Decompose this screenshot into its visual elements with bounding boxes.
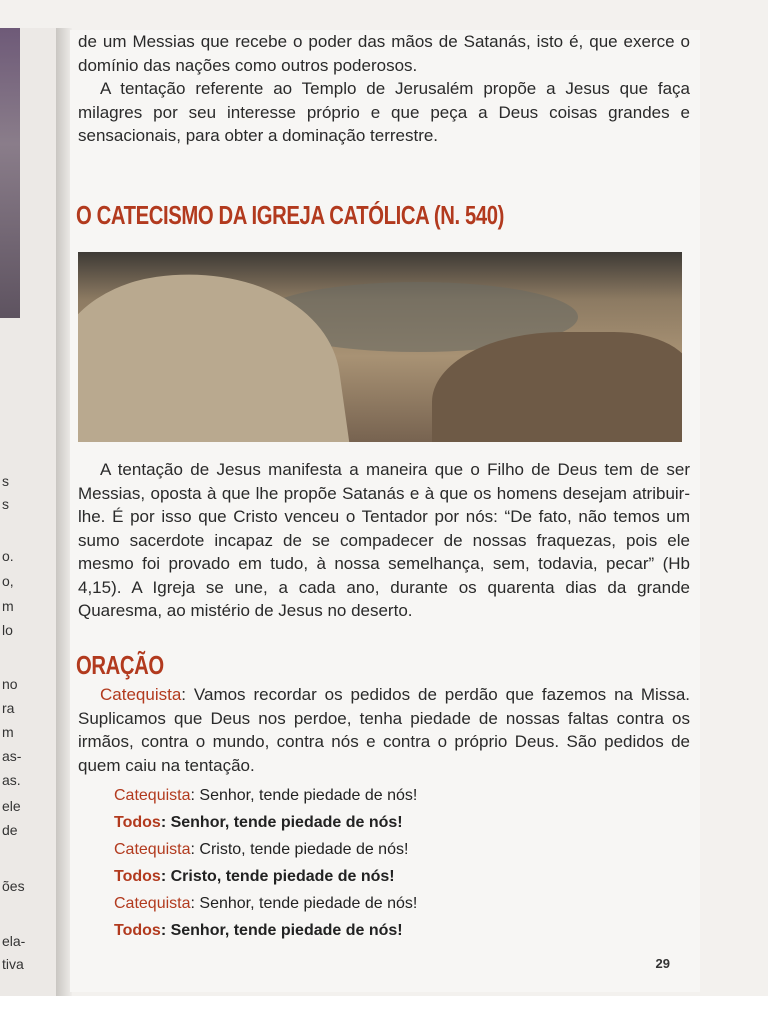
page-number: 29 <box>655 956 670 971</box>
prayer-line <box>114 787 417 805</box>
prayer-line-text: : Senhor, tende piedade de nós! <box>190 895 418 912</box>
paragraph-catechism-text: A tentação de Jesus manifesta a maneira que o Filho de Deus tem de ser Messias, oposta à que lhe propõe Satanás e à que os homens desejam atribuir-lhe. É por isso que Cristo venceu o Tentador por nós: “De fato, não temos um sumo sacerdote incapaz de se compadecer de nossas fraquezas, pois ele mesmo foi provado em tudo, à nossa semelhança, sem, todavia, pecar” (Hb 4,15). A Igreja se une, a cada ano, durante os quarenta dias da grande Quaresma, ao mistério de Jesus no deserto. <box>78 460 690 620</box>
prayer-line-text: : Cristo, tende piedade de nós! <box>160 868 395 885</box>
adjacent-page-edge <box>0 28 58 996</box>
adjacent-text-fragment: as- <box>2 748 22 764</box>
prayer-intro-text: : Vamos recordar os pedidos de perdão que fazemos na Missa. Suplicamos que Deus nos perdoe, tenha piedade de nossas faltas contra os irmãos, contra o mundo, contra nós e contra o próprio Deus. São pedidos de quem caiu na tentação. <box>78 685 690 775</box>
role-label: Todos <box>114 868 161 885</box>
prayer-line <box>114 814 403 832</box>
prayer-line <box>114 868 395 886</box>
prayer-line-text: : Senhor, tende piedade de nós! <box>160 814 403 831</box>
prayer-heading: ORAÇÃO <box>76 650 164 680</box>
adjacent-text-fragment: o, <box>2 573 14 589</box>
paragraph-temptation-temple: A tentação referente ao Templo de Jerusalém propõe a Jesus que faça milagres por seu interesse próprio e que peça a Deus coisas grandes e sensacionais, para obter a dominação terrestre. <box>78 79 690 145</box>
prayer-line <box>114 841 408 859</box>
adjacent-text-fragment: no <box>2 676 18 692</box>
prayer-line <box>114 922 403 940</box>
adjacent-text-fragment: lo <box>2 622 13 638</box>
role-label: Todos <box>114 922 161 939</box>
paragraph-messias: de um Messias que recebe o poder das mãos de Satanás, isto é, que exerce o domínio das nações como outros poderosos. <box>78 32 690 75</box>
prayer-line-text: : Senhor, tende piedade de nós! <box>160 922 403 939</box>
desert-landscape-photo <box>78 252 682 442</box>
book-page <box>70 30 700 992</box>
adjacent-text-fragment: m <box>2 598 14 614</box>
background-surface <box>0 996 768 1024</box>
prayer-line-text: : Cristo, tende piedade de nós! <box>190 841 409 858</box>
role-label: Catequista <box>114 841 191 858</box>
adjacent-text-fragment: as. <box>2 772 21 788</box>
adjacent-text-fragment: o. <box>2 548 14 564</box>
role-label: Todos <box>114 814 161 831</box>
catechism-heading: O CATECISMO DA IGREJA CATÓLICA (N. 540) <box>76 200 504 230</box>
adjacent-text-fragment: ra <box>2 700 15 716</box>
adjacent-text-fragment: m <box>2 724 14 740</box>
adjacent-text-fragment: ela- <box>2 933 26 949</box>
role-label: Catequista <box>100 685 182 704</box>
adjacent-text-fragment: ões <box>2 878 25 894</box>
adjacent-text-fragment: ele <box>2 798 21 814</box>
adjacent-text-fragment: s <box>2 496 9 512</box>
adjacent-text-fragment: tiva <box>2 956 24 972</box>
prayer-line <box>114 895 417 913</box>
role-label: Catequista <box>114 895 191 912</box>
adjacent-text-fragment: s <box>2 473 9 489</box>
adjacent-text-fragment: de <box>2 822 18 838</box>
role-label: Catequista <box>114 787 191 804</box>
adjacent-page-image-strip <box>0 28 20 318</box>
prayer-line-text: : Senhor, tende piedade de nós! <box>190 787 418 804</box>
prayer-intro <box>78 683 690 777</box>
